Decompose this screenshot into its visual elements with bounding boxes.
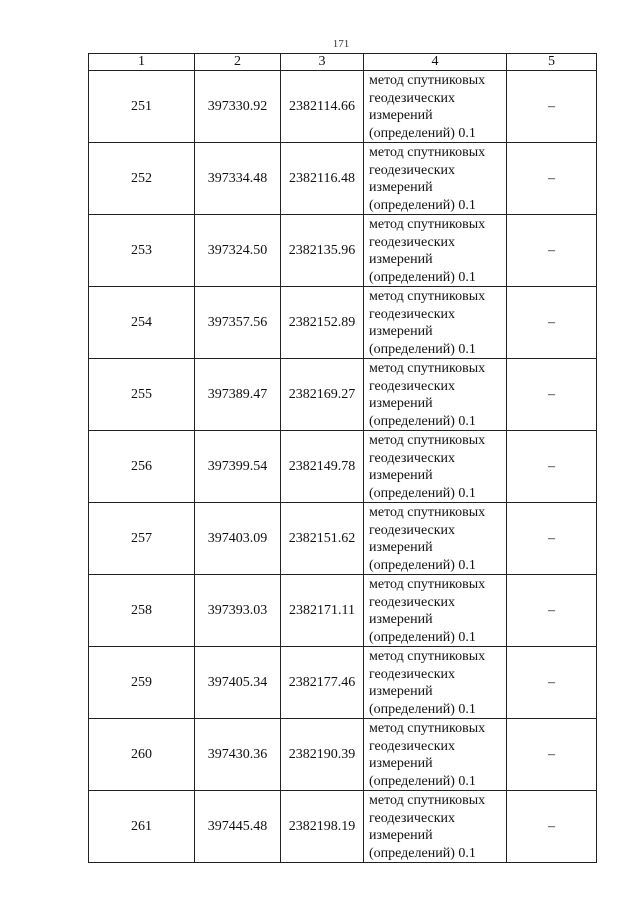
x-coordinate-cell: 397403.09 xyxy=(195,503,281,575)
x-coordinate-cell: 397324.50 xyxy=(195,215,281,287)
table-row xyxy=(89,215,597,287)
y-coordinate-cell: 2382152.89 xyxy=(281,287,364,359)
method-line: измерений xyxy=(369,756,433,771)
table-row xyxy=(89,71,597,143)
method-line: (определений) 0.1 xyxy=(369,773,476,789)
point-number-cell: 258 xyxy=(89,575,195,647)
header-col-1: 1 xyxy=(89,54,195,71)
method-cell xyxy=(364,647,507,719)
page-number: 171 xyxy=(332,38,350,50)
method-line: (определений) 0.1 xyxy=(369,125,476,141)
table-row xyxy=(89,503,597,575)
method-line: метод спутниковых xyxy=(369,145,486,160)
table-header-row xyxy=(89,54,597,71)
method-line: геодезических xyxy=(369,522,456,538)
method-line: (определений) 0.1 xyxy=(369,485,476,501)
method-line: метод спутниковых xyxy=(369,289,486,304)
table-row xyxy=(89,575,597,647)
method-line: геодезических xyxy=(369,810,456,826)
method-line: измерений xyxy=(369,252,433,267)
method-line: геодезических xyxy=(369,594,456,610)
method-cell xyxy=(364,215,507,287)
point-number-cell: 260 xyxy=(89,719,195,791)
method-line: геодезических xyxy=(369,378,456,394)
method-line: метод спутниковых xyxy=(369,361,486,376)
method-line: измерений xyxy=(369,396,433,411)
point-number-cell: 259 xyxy=(89,647,195,719)
table-row xyxy=(89,431,597,503)
coordinates-table xyxy=(88,53,597,863)
point-number-cell: 261 xyxy=(89,791,195,863)
method-line: (определений) 0.1 xyxy=(369,197,476,213)
table-row xyxy=(89,359,597,431)
x-coordinate-cell: 397393.03 xyxy=(195,575,281,647)
method-line: метод спутниковых xyxy=(369,649,486,664)
method-cell xyxy=(364,71,507,143)
method-line: (определений) 0.1 xyxy=(369,701,476,717)
y-coordinate-cell: 2382169.27 xyxy=(281,359,364,431)
method-cell xyxy=(364,575,507,647)
point-number-cell: 257 xyxy=(89,503,195,575)
table-row xyxy=(89,287,597,359)
table-row xyxy=(89,791,597,863)
table-row xyxy=(89,719,597,791)
method-line: метод спутниковых xyxy=(369,73,486,88)
table-row xyxy=(89,647,597,719)
method-line: метод спутниковых xyxy=(369,721,486,736)
y-coordinate-cell: 2382149.78 xyxy=(281,431,364,503)
method-cell xyxy=(364,143,507,215)
x-coordinate-cell: 397445.48 xyxy=(195,791,281,863)
method-cell xyxy=(364,791,507,863)
method-line: (определений) 0.1 xyxy=(369,341,476,357)
note-cell: – xyxy=(507,359,597,431)
note-cell: – xyxy=(507,503,597,575)
header-col-2: 2 xyxy=(195,54,281,71)
method-line: измерений xyxy=(369,684,433,699)
y-coordinate-cell: 2382171.11 xyxy=(281,575,364,647)
y-coordinate-cell: 2382116.48 xyxy=(281,143,364,215)
method-line: измерений xyxy=(369,180,433,195)
note-cell: – xyxy=(507,431,597,503)
method-line: метод спутниковых xyxy=(369,793,486,808)
method-line: геодезических xyxy=(369,738,456,754)
method-line: (определений) 0.1 xyxy=(369,845,476,861)
y-coordinate-cell: 2382177.46 xyxy=(281,647,364,719)
point-number-cell: 253 xyxy=(89,215,195,287)
point-number-cell: 252 xyxy=(89,143,195,215)
method-line: (определений) 0.1 xyxy=(369,413,476,429)
x-coordinate-cell: 397389.47 xyxy=(195,359,281,431)
y-coordinate-cell: 2382151.62 xyxy=(281,503,364,575)
header-col-4: 4 xyxy=(364,54,507,71)
method-line: измерений xyxy=(369,540,433,555)
method-line: метод спутниковых xyxy=(369,505,486,520)
x-coordinate-cell: 397330.92 xyxy=(195,71,281,143)
method-line: метод спутниковых xyxy=(369,217,486,232)
y-coordinate-cell: 2382135.96 xyxy=(281,215,364,287)
x-coordinate-cell: 397334.48 xyxy=(195,143,281,215)
method-line: измерений xyxy=(369,612,433,627)
method-cell xyxy=(364,431,507,503)
method-cell xyxy=(364,287,507,359)
method-cell xyxy=(364,719,507,791)
note-cell: – xyxy=(507,575,597,647)
method-line: геодезических xyxy=(369,450,456,466)
point-number-cell: 251 xyxy=(89,71,195,143)
note-cell: – xyxy=(507,143,597,215)
method-line: (определений) 0.1 xyxy=(369,629,476,645)
y-coordinate-cell: 2382198.19 xyxy=(281,791,364,863)
method-line: измерений xyxy=(369,468,433,483)
method-line: измерений xyxy=(369,324,433,339)
method-line: измерений xyxy=(369,828,433,843)
note-cell: – xyxy=(507,719,597,791)
x-coordinate-cell: 397357.56 xyxy=(195,287,281,359)
method-line: геодезических xyxy=(369,234,456,250)
method-line: геодезических xyxy=(369,306,456,322)
x-coordinate-cell: 397430.36 xyxy=(195,719,281,791)
point-number-cell: 255 xyxy=(89,359,195,431)
method-line: (определений) 0.1 xyxy=(369,269,476,285)
note-cell: – xyxy=(507,287,597,359)
table-row xyxy=(89,143,597,215)
method-line: геодезических xyxy=(369,162,456,178)
method-line: метод спутниковых xyxy=(369,577,486,592)
point-number-cell: 256 xyxy=(89,431,195,503)
note-cell: – xyxy=(507,647,597,719)
y-coordinate-cell: 2382114.66 xyxy=(281,71,364,143)
header-col-5: 5 xyxy=(507,54,597,71)
note-cell: – xyxy=(507,215,597,287)
x-coordinate-cell: 397405.34 xyxy=(195,647,281,719)
y-coordinate-cell: 2382190.39 xyxy=(281,719,364,791)
method-line: (определений) 0.1 xyxy=(369,557,476,573)
note-cell: – xyxy=(507,71,597,143)
method-line: измерений xyxy=(369,108,433,123)
method-line: геодезических xyxy=(369,666,456,682)
point-number-cell: 254 xyxy=(89,287,195,359)
method-cell xyxy=(364,359,507,431)
header-col-3: 3 xyxy=(281,54,364,71)
method-line: геодезических xyxy=(369,90,456,106)
method-line: метод спутниковых xyxy=(369,433,486,448)
note-cell: – xyxy=(507,791,597,863)
method-cell xyxy=(364,503,507,575)
x-coordinate-cell: 397399.54 xyxy=(195,431,281,503)
